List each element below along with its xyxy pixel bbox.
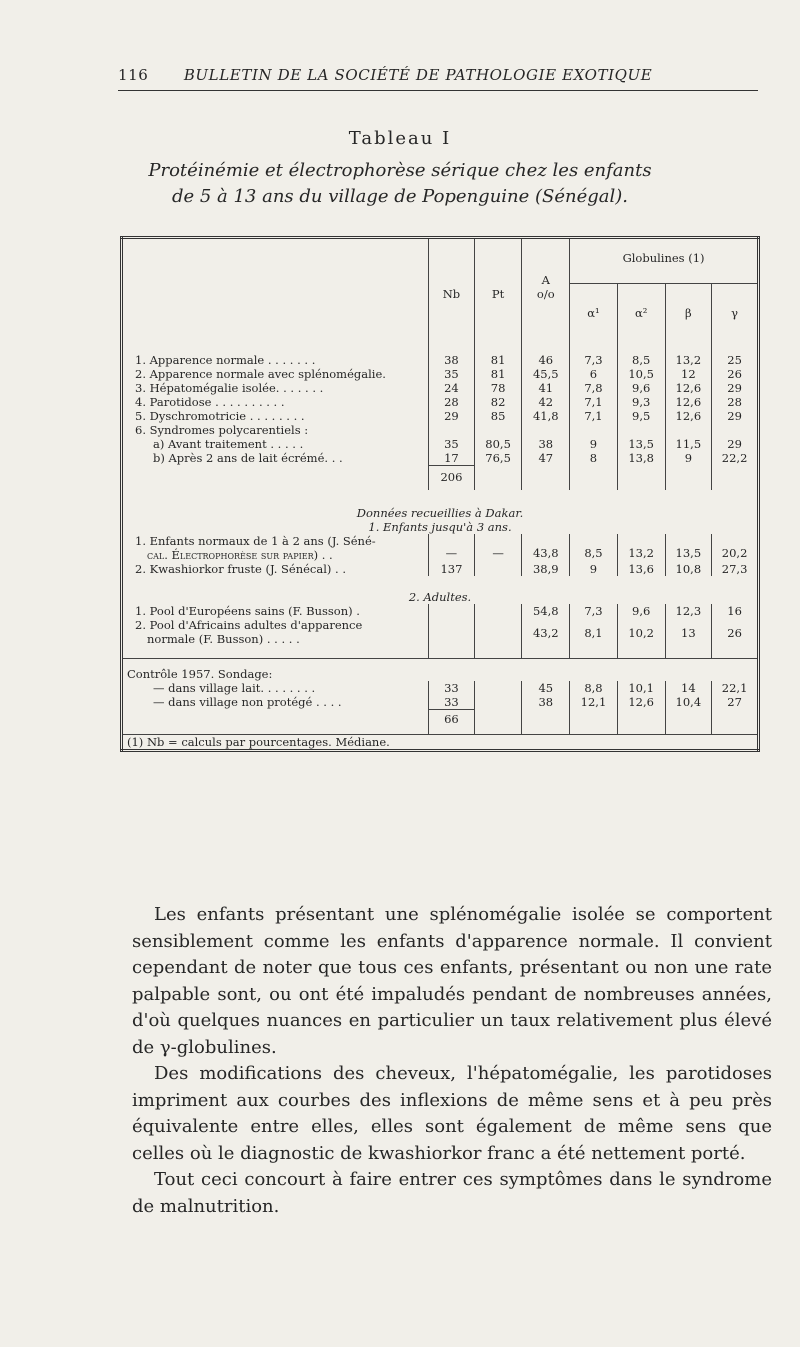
section-enfants: 1. Enfants jusqu'à 3 ans. [368, 520, 512, 534]
row-label: a) Avant traitement . . . . . [153, 437, 304, 451]
cell-a: 38 [522, 437, 570, 451]
col-header-globulines: Globulines (1) [570, 238, 759, 284]
row-label: 5. Dyschromotricie . . . . . . . . [135, 409, 305, 423]
cell-pt: 82 [474, 395, 522, 409]
cell-nb: 24 [429, 381, 475, 395]
cell-g: 22,1 [712, 681, 759, 695]
cell-b: 10,4 [665, 695, 712, 710]
cell-pt: 76,5 [474, 451, 522, 466]
table-row: 2. Pool d'Africains adultes d'apparence normale (F. Busson) . . . . . 43,2 8,1 10,2 13 26 [122, 618, 759, 659]
cell-g: 29 [712, 409, 759, 423]
cell-g: 26 [712, 367, 759, 381]
table-row [122, 367, 759, 381]
cell-a2: 8,5 [617, 349, 665, 367]
table-row: 1. Pool d'Européens sains (F. Busson) . 54,8 7,3 9,6 12,3 16 [122, 604, 759, 618]
table-row [122, 395, 759, 409]
table-row: 1. Enfants normaux de 1 à 2 ans (J. Séné- cal. Électrophorèse sur papier) . . — — 43,8 8,5 13,2 13,5 20,2 [122, 534, 759, 562]
body-text [132, 902, 772, 1220]
cell-pt: 78 [474, 381, 522, 395]
cell-b: 14 [665, 681, 712, 695]
cell-g: 29 [712, 381, 759, 395]
cell-a1: 7,1 [570, 409, 618, 423]
cell- [474, 681, 522, 695]
cell-g: 25 [712, 349, 759, 367]
cell-a2: 10,1 [617, 681, 665, 695]
cell-a2: 9,6 [617, 381, 665, 395]
cell-nb: 17 [429, 451, 475, 466]
cell-a1: 7,3 [570, 349, 618, 367]
row-label: — dans village non protégé . . . . [153, 695, 342, 709]
cell-nb: 33 [429, 695, 475, 710]
group1-body [122, 349, 759, 423]
cell-g: 27 [712, 695, 759, 710]
controle-body [122, 681, 759, 710]
cell-g: 28 [712, 395, 759, 409]
table-row: 2. Kwashiorkor fruste (J. Sénécal) . . 137 38,9 9 13,6 10,8 27,3 [122, 562, 759, 576]
cell-b: 11,5 [665, 437, 712, 451]
group1-sub-body [122, 437, 759, 466]
cell-b: 9 [665, 451, 712, 466]
table-row [122, 409, 759, 423]
running-header [118, 66, 758, 91]
data-table [120, 236, 760, 752]
cell- [474, 695, 522, 710]
table-row [122, 695, 759, 710]
controle-total: 66 [429, 710, 475, 735]
col-header-gamma: γ [712, 284, 759, 350]
col-header-pt: Pt [474, 238, 522, 350]
paragraph-2: Des modifications des cheveux, l'hépatomégalie, les parotidoses impriment aux courbes des inflexions de même sens et à peu près équivalente entre elles, elles sont également de même sens que celles où le diagnostic de kwashiorkor franc a été nettement porté. [132, 1063, 772, 1164]
cell-a: 42 [522, 395, 570, 409]
col-header-nb: Nb [429, 238, 475, 350]
cell-a1: 9 [570, 437, 618, 451]
group1-total: 206 [429, 466, 475, 491]
cell-a: 46 [522, 349, 570, 367]
cell-a2: 9,5 [617, 409, 665, 423]
col-header-beta: β [665, 284, 712, 350]
col-header-a: A o/o [522, 238, 570, 350]
table-footnote: (1) Nb = calculs par pourcentages. Médiane. [122, 735, 759, 751]
cell-b: 12,6 [665, 381, 712, 395]
cell-pt: 81 [474, 367, 522, 381]
table-row [122, 451, 759, 466]
cell-b: 12 [665, 367, 712, 381]
cell-g: 22,2 [712, 451, 759, 466]
cell-a1: 8,8 [570, 681, 618, 695]
cell-a2: 13,8 [617, 451, 665, 466]
cell-a2: 12,6 [617, 695, 665, 710]
page-number: 116 [118, 66, 149, 84]
cell-b: 12,6 [665, 395, 712, 409]
table-row [122, 349, 759, 367]
controle-label: Contrôle 1957. Sondage: [122, 659, 759, 682]
cell-a1: 8 [570, 451, 618, 466]
cell-a: 41 [522, 381, 570, 395]
cell-a1: 12,1 [570, 695, 618, 710]
row-label: 3. Hépatomégalie isolée. . . . . . . [135, 381, 324, 395]
cell-a: 47 [522, 451, 570, 466]
caption-line-1: Protéinémie et électrophorèse sérique chez les enfants [148, 160, 652, 181]
cell-nb: 35 [429, 437, 475, 451]
caption-line-2: de 5 à 13 ans du village de Popenguine (Sénégal). [171, 186, 629, 207]
table-row [122, 437, 759, 451]
table-caption [0, 158, 800, 210]
cell-a: 38 [522, 695, 570, 710]
table-title: Tableau I [348, 128, 452, 149]
cell-nb: 33 [429, 681, 475, 695]
cell-a1: 6 [570, 367, 618, 381]
section-adultes: 2. Adultes. [408, 590, 472, 604]
cell-a1: 7,1 [570, 395, 618, 409]
cell-a1: 7,8 [570, 381, 618, 395]
col-header-alpha2: α² [617, 284, 665, 350]
cell-a: 45 [522, 681, 570, 695]
row-label: 4. Parotidose . . . . . . . . . . [135, 395, 285, 409]
cell-a2: 10,5 [617, 367, 665, 381]
cell-b: 13,2 [665, 349, 712, 367]
journal-title: BULLETIN DE LA SOCIÉTÉ DE PATHOLOGIE EXOTIQUE [183, 66, 653, 84]
paragraph-3: Tout ceci concourt à faire entrer ces symptômes dans le syndrome de malnutrition. [132, 1169, 772, 1217]
col-header-alpha1: α¹ [570, 284, 618, 350]
cell-nb: 38 [429, 349, 475, 367]
cell-g: 29 [712, 437, 759, 451]
cell-a: 45,5 [522, 367, 570, 381]
row-label: 1. Apparence normale . . . . . . . [135, 353, 316, 367]
syndromes-label: 6. Syndromes polycarentiels : [135, 423, 309, 437]
cell-nb: 35 [429, 367, 475, 381]
section-dakar: Données recueillies à Dakar. [356, 506, 524, 520]
cell-pt: 85 [474, 409, 522, 423]
cell-nb: 28 [429, 395, 475, 409]
row-label: — dans village lait. . . . . . . . [153, 681, 316, 695]
table-row [122, 381, 759, 395]
cell-b: 12,6 [665, 409, 712, 423]
cell-a2: 13,5 [617, 437, 665, 451]
cell-pt: 81 [474, 349, 522, 367]
paragraph-1: Les enfants présentant une splénomégalie isolée se comportent sensiblement comme les enfants d'apparence normale. Il convient cependant de noter que tous ces enfants, présentant ou non une rate palpable sont, ou ont été impaludés pendant de nombreuses années, d'où quelques nuances en particulier un taux relativement plus élevé de γ-globulines. [132, 904, 772, 1058]
row-label: 2. Apparence normale avec splénomégalie. [135, 367, 386, 381]
row-label: b) Après 2 ans de lait écrémé. . . [153, 451, 343, 465]
cell-nb: 29 [429, 409, 475, 423]
cell-a2: 9,3 [617, 395, 665, 409]
table-row [122, 681, 759, 695]
cell-a: 41,8 [522, 409, 570, 423]
cell-pt: 80,5 [474, 437, 522, 451]
